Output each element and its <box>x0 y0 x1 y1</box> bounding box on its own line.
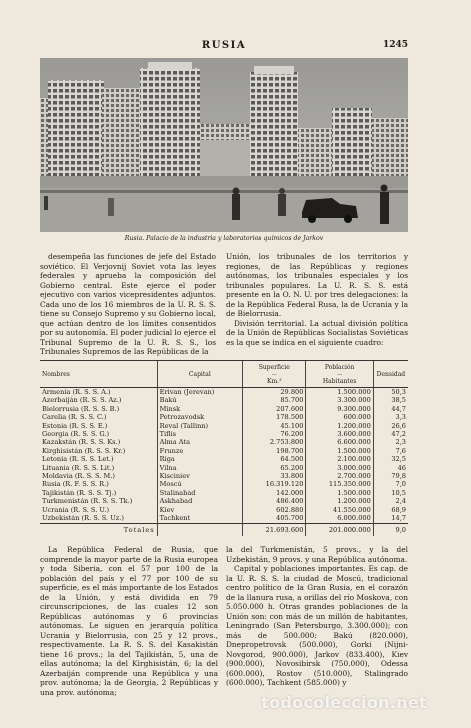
factory-photo <box>40 58 408 232</box>
total-capital <box>157 523 242 536</box>
cell-population: 6.600.000 <box>306 438 373 446</box>
cell-capital: Tiflis <box>157 430 242 438</box>
table-total-row <box>40 523 408 536</box>
cell-area: 405.700 <box>243 514 306 523</box>
cell-area: 29.800 <box>243 388 306 397</box>
table-row <box>40 422 408 430</box>
watermark: todocoleccion.net <box>261 693 427 712</box>
header-density: Densidad <box>373 361 408 388</box>
cell-population: 9.300.000 <box>306 405 373 413</box>
cell-density: 14,7 <box>373 514 408 523</box>
cell-density: 10,5 <box>373 489 408 497</box>
cell-capital: Stalinabad <box>157 489 242 497</box>
cell-density: 68,9 <box>373 506 408 514</box>
cell-population: 1.500.000 <box>306 489 373 497</box>
table-row <box>40 413 408 421</box>
table-row <box>40 497 408 505</box>
cell-density: 50,3 <box>373 388 408 397</box>
cell-density: 2,4 <box>373 497 408 505</box>
total-density: 9,0 <box>373 523 408 536</box>
cell-capital: Erivan (Jerevan) <box>157 388 242 397</box>
photo-illustration <box>40 58 408 232</box>
cell-density: 47,2 <box>373 430 408 438</box>
cell-density: 26,6 <box>373 422 408 430</box>
text-column-3 <box>40 545 218 697</box>
cell-population: 1.200.000 <box>306 497 373 505</box>
table-header-row <box>40 361 408 388</box>
cell-population: 3.600.000 <box>306 430 373 438</box>
running-title: RUSIA <box>201 40 247 51</box>
table-row <box>40 464 408 472</box>
cell-population: 2.100.000 <box>306 455 373 463</box>
cell-density: 38,5 <box>373 396 408 404</box>
cell-name: Armenia (R. S. S. A.) <box>42 388 111 396</box>
territorial-division-table <box>40 360 408 536</box>
paragraph: División territorial. La actual división política de la Unión de Repúblicas Socialistas Soviéticas es la que se indica en el siguiente cuadro: <box>226 318 408 347</box>
paragraph: La República Federal de Rusia, que comprende la mayor parte de la Rusia europea y toda Siberia, con el 57 por 100 de la población del país y el 77 por 100 de su superficie, es el más importante de los Estados de la Unión, y está dividida en 79 circunscripciones, de las cuales 12 son Repúblicas autónomas y 6 provincias autónomas. Le siguen en jerarquía política Ucrania y Bielorrusia, con 25 y 12 provs., respectivamente. La R. S. S. del Kasakistán tiene 16 provs.; la del Tajikistán, 5, una de ellas autónoma; la del Kirghisistán, 6; la del Azerbaiján comprende una República y una prov. autónoma; la de Georgia, 2 Repúblicas y una prov. autónoma; <box>40 545 218 697</box>
cell-capital: Frunze <box>157 447 242 455</box>
table-row <box>40 506 408 514</box>
cell-capital: Askhabad <box>157 497 242 505</box>
cell-area: 16.319.120 <box>243 480 306 488</box>
total-area: 21.693.600 <box>243 523 306 536</box>
header-area: Superficie — Km.² <box>243 361 306 388</box>
cell-name: Uzbekistán (R. S. S. Uz.) <box>42 514 124 523</box>
table-row <box>40 447 408 455</box>
cell-capital: Reval (Tallinn) <box>157 422 242 430</box>
cell-name: Lituania (R. S. S. Lit.) <box>42 463 115 472</box>
cell-capital: Riga <box>157 455 242 463</box>
header-population: Población — Habitantes <box>306 361 373 388</box>
cell-area: 65.200 <box>243 464 306 472</box>
cell-name: Letonia (R. S. S. Let.) <box>42 455 114 464</box>
cell-population: 3.300.000 <box>306 396 373 404</box>
cell-density: 79,8 <box>373 472 408 480</box>
total-label: Totales <box>40 523 157 536</box>
cell-capital: Minsk <box>157 405 242 413</box>
table-row <box>40 489 408 497</box>
cell-density: 3,3 <box>373 413 408 421</box>
cell-density: 46 <box>373 464 408 472</box>
header-names: Nombres <box>40 361 157 388</box>
cell-area: 486.400 <box>243 497 306 505</box>
cell-population: 1.500.000 <box>306 447 373 455</box>
cell-area: 64.500 <box>243 455 306 463</box>
cell-density: 44,7 <box>373 405 408 413</box>
photo-caption: Rusia. Palacio de la industria y laboratorios químicos de Jarkov <box>124 235 324 242</box>
cell-area: 207.600 <box>243 405 306 413</box>
total-population: 201.000.000 <box>306 523 373 536</box>
cell-density: 7,0 <box>373 480 408 488</box>
cell-population: 6.000.000 <box>306 514 373 523</box>
cell-population: 2.700.000 <box>306 472 373 480</box>
table-row <box>40 514 408 523</box>
cell-area: 76.200 <box>243 430 306 438</box>
table-row <box>40 455 408 463</box>
cell-area: 198.700 <box>243 447 306 455</box>
table-row <box>40 396 408 404</box>
table-row <box>40 430 408 438</box>
cell-area: 33.800 <box>243 472 306 480</box>
cell-name: Estonia (R. S. S. E.) <box>42 421 108 430</box>
paragraph: Unión, los tribunales de los territorios y regiones, de las Repúblicas y regiones autónomas, los tribunales especiales y los tribunales populares. La U. R. S. S. está presente en la O. N. U. por tres delegaciones: la de la República Federal Rusa, la de Ucrania y la de Bielorrusia. <box>226 252 408 318</box>
cell-area: 602.880 <box>243 506 306 514</box>
cell-name: Moldavia (R. S. S. M.) <box>42 472 115 481</box>
cell-area: 45.100 <box>243 422 306 430</box>
cell-density: 32,5 <box>373 455 408 463</box>
cell-population: 3.000.000 <box>306 464 373 472</box>
cell-capital: Tachkent <box>157 514 242 523</box>
cell-capital: Alma Ata <box>157 438 242 446</box>
cell-name: Tajikistán (R. S. S. Tj.) <box>42 488 117 497</box>
paragraph: la del Turkmenistán, 5 provs., y la del Uzbekistán, 9 provs. y una República autónoma. <box>226 545 408 564</box>
cell-population: 1.200.000 <box>306 422 373 430</box>
table-row <box>40 438 408 446</box>
cell-capital: Kisciniev <box>157 472 242 480</box>
cell-population: 115.350.000 <box>306 480 373 488</box>
table-row <box>40 405 408 413</box>
cell-capital: Bakú <box>157 396 242 404</box>
cell-name: Georgia (R. S. S. G.) <box>42 430 110 439</box>
cell-name: Bielorrusia (R. S. S. B.) <box>42 404 120 413</box>
cell-population: 600.000 <box>306 413 373 421</box>
cell-name: Azerbaiján (R. S. S. Az.) <box>42 396 122 405</box>
cell-name: Ucrania (R. S. S. U.) <box>42 505 110 514</box>
cell-population: 41.550.000 <box>306 506 373 514</box>
table-row <box>40 480 408 488</box>
text-column-1 <box>40 252 216 357</box>
cell-density: 7,6 <box>373 447 408 455</box>
cell-area: 142.000 <box>243 489 306 497</box>
paragraph: desempeña las funciones de jefe del Estado soviético. El Verjovnij Soviet vota las leyes federales y aprueba la composición del Gobierno central. Este ejerce el poder ejecutivo con varios vicepresidentes adjuntos. Cada uno de los 16 miembros de la U. R. S. S. tiene su Consejo Supremo y su Gobierno local, que actúan dentro de los límites consentidos por su autonomía. El poder judicial lo ejerce el Tribunal Supremo de la U. R. S. S., los Tribunales Supremos de las Repúblicas de la <box>40 252 216 356</box>
cell-capital: Moscú <box>157 480 242 488</box>
cell-name: Kirghisistán (R. S. S. Kr.) <box>42 446 126 455</box>
cell-capital: Petrozavodsk <box>157 413 242 421</box>
cell-name: Rusia (R. F. S. S. R.) <box>42 480 109 489</box>
cell-capital: Vilna <box>157 464 242 472</box>
cell-name: Kazakstán (R. S. S. Ks.) <box>42 438 121 447</box>
cell-capital: Kiev <box>157 506 242 514</box>
paragraph: Capital y poblaciones importantes. Es cap. de la U. R. S. S. la ciudad de Moscú, tradicional centro político de la Gran Rusia, en el corazón de la llanura rusa, a orillas del río Moskova, con 5.050.000 h. Otras grandes poblaciones de la Unión son: con más de un millón de habitantes, Leningrado (San Petersburgo, 3.300.000); con más de 500.000: Bakú (820.000), Dnepropetrovsk (500.000), Gorki (Nijni-Novgorod, 900.000), Jarkov (833.400), Kiev (900.000), Novosibirsk (750.000), Odessa (600.000), Rostov (510.000), Stalingrado (600.000), Tachkent (585.000) y <box>226 564 408 687</box>
cell-name: Turkmenistán (R. S. S. Tk.) <box>42 497 133 506</box>
cell-area: 178.500 <box>243 413 306 421</box>
page-header <box>40 40 408 54</box>
text-column-2 <box>226 252 408 347</box>
table-row <box>40 388 408 397</box>
cell-density: 2,3 <box>373 438 408 446</box>
cell-population: 1.500.000 <box>306 388 373 397</box>
cell-name: Carelia (R. S. S. C.) <box>42 413 107 422</box>
cell-area: 85.700 <box>243 396 306 404</box>
page-number: 1245 <box>382 40 408 50</box>
cell-area: 2.753.800 <box>243 438 306 446</box>
table-row <box>40 472 408 480</box>
text-column-4 <box>226 545 408 688</box>
header-capital: Capital <box>157 361 242 388</box>
